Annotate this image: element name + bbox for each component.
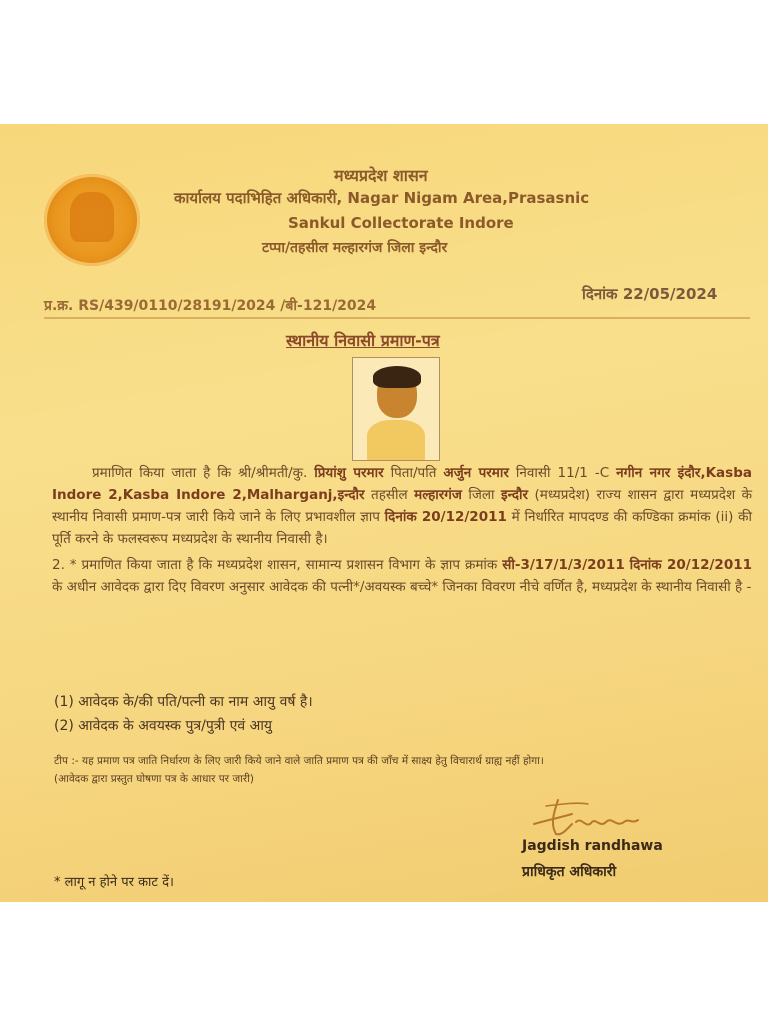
certificate-body — [52, 462, 752, 602]
p1-text-8: में निर्धारित मापदण्ड की कण्डिका क्रमांक (ii) की पूर्ति करने के फलस्वरूप मध्यप्रदेश के स्थानीय निवासी है। — [52, 509, 752, 547]
reference-number: RS/439/0110/28191/2024 — [78, 298, 276, 314]
certificate-title: स्थानीय निवासी प्रमाण-पत्र — [286, 331, 440, 350]
paragraph-2 — [52, 554, 752, 598]
reference-prefix: प्र.क्र. — [44, 298, 74, 314]
paragraph-1 — [52, 462, 752, 550]
address-locality: नगीन नगर इंदौर — [616, 465, 701, 481]
header-tehsil: टप्पा/तहसील मल्हारगंज जिला इन्दौर — [262, 240, 448, 256]
photo-shoulders — [367, 420, 425, 460]
header-government: मध्यप्रदेश शासन — [334, 166, 428, 185]
reference-line — [44, 296, 376, 315]
note-line-2: (आवेदक द्वारा प्रस्तुत घोषणा पत्र के आधार पर जारी) — [54, 773, 255, 785]
father-name: अर्जुन परमार — [443, 465, 509, 481]
tehsil-name: मल्हारगंज — [414, 487, 462, 503]
address-city: इन्दौर — [337, 487, 365, 503]
memo-number: सी-3/17/1/3/2011 — [502, 557, 625, 573]
p1-text-5: तहसील — [364, 487, 415, 503]
p1-text-1: प्रमाणित किया जाता है कि श्री/श्रीमती/कु. — [92, 465, 315, 481]
state-emblem-seal-icon — [44, 174, 140, 266]
reference-suffix: /बी-121/2024 — [280, 298, 377, 314]
district-name: इन्दौर — [501, 487, 529, 503]
p2-text-1: 2. * प्रमाणित किया जाता है कि मध्यप्रदेश शासन, सामान्य प्रशासन विभाग के ज्ञाप क्रमांक — [52, 557, 503, 573]
p2-text-3: के अधीन आवेदक द्वारा दिए विवरण अनुसार आवेदक की पत्नी*/अवयस्क बच्चे* जिनका विवरण नीचे वर्णित है, मध्यप्रदेश के स्थानीय निवासी है - — [52, 579, 752, 595]
p1-text-6: जिला — [461, 487, 502, 503]
p1-text-7: (मध्यप्रदेश) राज्य शासन द्वारा मध्यप्रदेश के स्थानीय निवासी प्रमाण-पत्र जारी किये जाने के लिए प्रभावशील ज्ञाप — [52, 487, 752, 525]
p2-memo-date: दिनांक 20/12/2011 — [629, 557, 752, 573]
certificate-note — [54, 752, 544, 788]
issue-date-value: 22/05/2024 — [622, 285, 718, 303]
photo-hair — [373, 366, 421, 388]
officer-signature-icon — [528, 794, 648, 838]
issue-date-label: दिनांक — [582, 285, 618, 303]
dependents-list — [54, 690, 313, 738]
officer-name: Jagdish randhawa — [522, 838, 663, 854]
officer-designation: प्राधिकृत अधिकारी — [522, 864, 617, 880]
header-office: कार्यालय पदाभिहित अधिकारी, Nagar Nigam Area,Prasasnic — [174, 189, 590, 207]
list-item-spouse: (1) आवेदक के/की पति/पत्नी का नाम आयु वर्ष है। — [54, 694, 313, 710]
p1-text-2: पिता/पति — [383, 465, 444, 481]
issue-date — [582, 284, 717, 304]
header-location: Sankul Collectorate Indore — [288, 214, 514, 232]
certificate-paper — [0, 124, 768, 902]
address-rest: ,Kasba Indore 2,Kasba Indore 2,Malharganj, — [52, 465, 752, 503]
applicant-name: प्रियांशु परमार — [314, 465, 384, 481]
p1-memo-date: दिनांक 20/12/2011 — [384, 509, 507, 525]
list-item-children: (2) आवेदक के अवयस्क पुत्र/पुत्री एवं आयु — [54, 718, 273, 734]
footnote: * लागू न होने पर काट दें। — [54, 875, 174, 890]
applicant-photo — [352, 357, 440, 461]
p1-text-3: निवासी 11/1 -C — [508, 465, 617, 481]
header-divider — [44, 317, 750, 319]
note-line-1: टीप :- यह प्रमाण पत्र जाति निर्धारण के लिए जारी किये जाने वाले जाति प्रमाण पत्र की जाँच में साक्ष्य हेतु विचारार्थ ग्राह्य नहीं होगा। — [54, 755, 544, 767]
